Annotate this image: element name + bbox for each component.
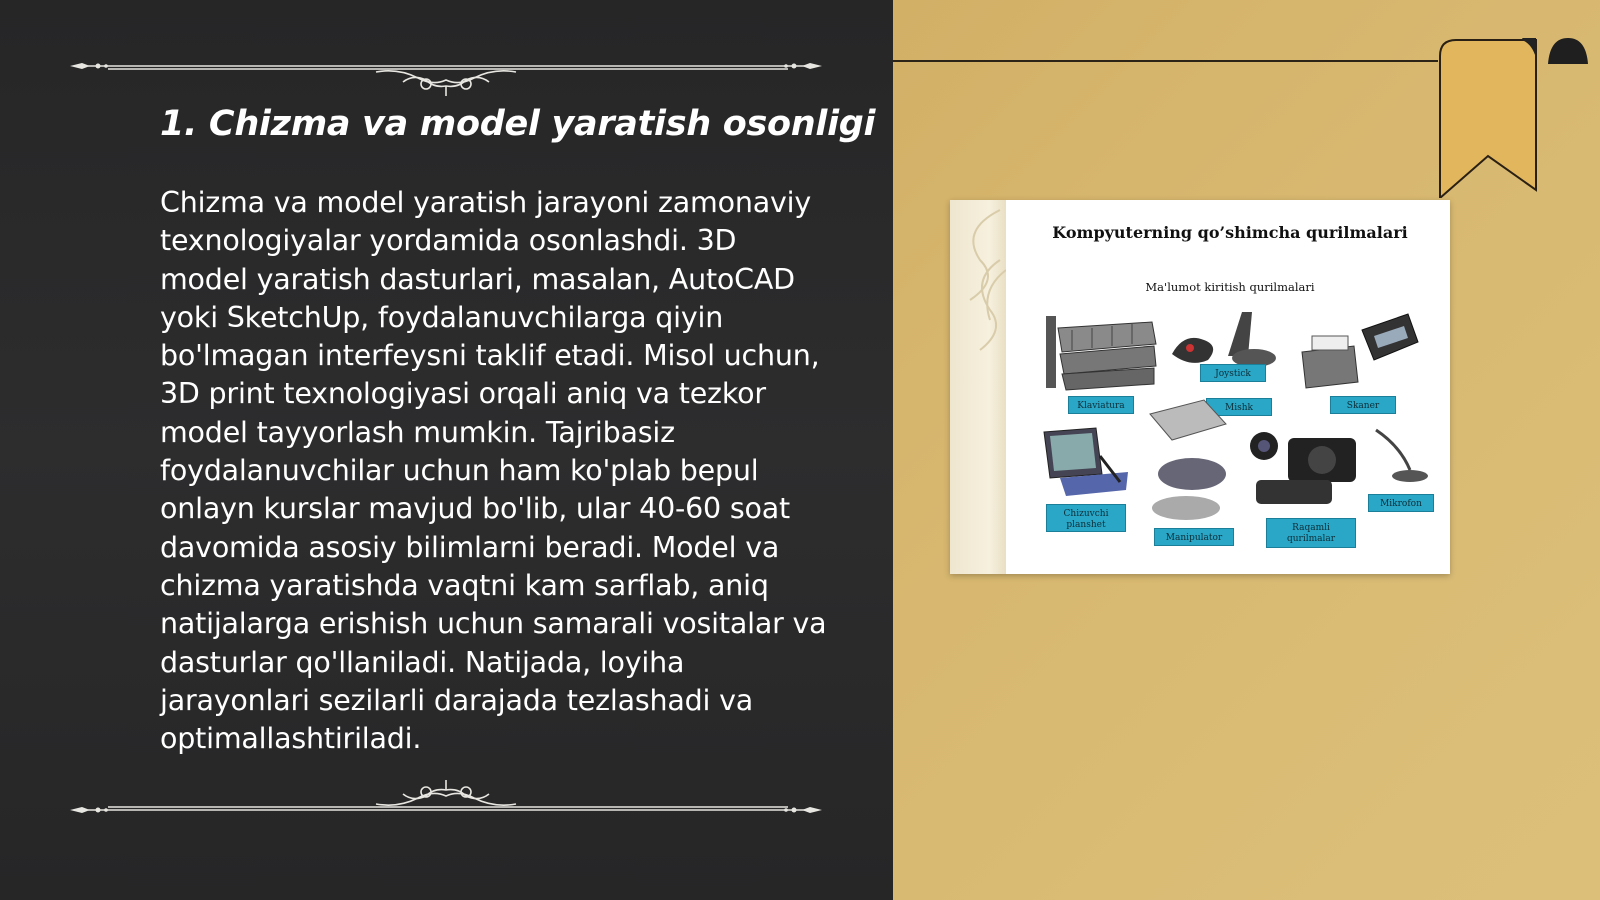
figure-label-scanner: Skaner <box>1330 396 1396 414</box>
figure-label-mouse: Mishk <box>1206 398 1272 416</box>
divider-line <box>893 60 1438 62</box>
figure-label-tablet: Chizuvchi planshet <box>1046 504 1126 532</box>
joystick-icon <box>1168 306 1278 368</box>
scanner-printer-icon <box>1296 306 1420 390</box>
top-ornament-divider-icon <box>68 56 824 96</box>
graphics-tablet-icon <box>1040 426 1134 498</box>
microphone-icon <box>1370 426 1430 486</box>
slide-body-text: Chizma va model yaratish jarayoni zamonaviy texnologiyalar yordamida osonlashdi. 3D model yaratish dasturlari, masalan, AutoCAD yoki SketchUp, foydalanuvchilarga qiyin bo'lmagan interfeysni taklif etadi. Misol uchun, 3D print texnologiyasi orqali aniq va tezkor model tayyorlash mumkin. Tajribasiz foydalanuvchilar uchun ham ko'plab bepul onlayn kurslar mavjud bo'lib, ular 40-60 soat davomida asosiy bilimlarni beradi. Model va chizma yaratishda vaqtni kam sarflab, aniq natijalarga erishish uchun samarali vositalar va dasturlar qo'llaniladi. Natijada, loyiha jarayonlari sezilarli darajada tezlashadi va optimallashtiriladi. <box>160 186 827 756</box>
figure-label-manipulator: Manipulator <box>1154 528 1234 546</box>
bookmark-curl-icon <box>1548 36 1588 66</box>
touchpad-mouse-icon <box>1146 398 1236 528</box>
figure-label-digital-devices: Raqamli qurilmalar <box>1266 518 1356 548</box>
figure-label-joystick: Joystick <box>1200 364 1266 382</box>
peripherals-image <box>950 200 1450 574</box>
slide-title: 1. Chizma va model yaratish osonligi <box>160 104 876 144</box>
swirl-decoration-icon <box>950 200 1006 574</box>
figure-subtitle: Ma'lumot kiritish qurilmalari <box>1145 280 1315 294</box>
bottom-ornament-divider-icon <box>68 780 824 820</box>
figure-label-keyboard: Klaviatura <box>1068 396 1134 414</box>
bookmark-ribbon-icon <box>1438 38 1538 198</box>
figure-label-microphone: Mikrofon <box>1368 494 1434 512</box>
camera-icon <box>1248 428 1362 510</box>
figure-decorative-edge <box>950 200 1006 574</box>
figure-title: Kompyuterning qo’shimcha qurilmalari <box>1052 223 1408 242</box>
keyboard-icon <box>1042 308 1160 394</box>
